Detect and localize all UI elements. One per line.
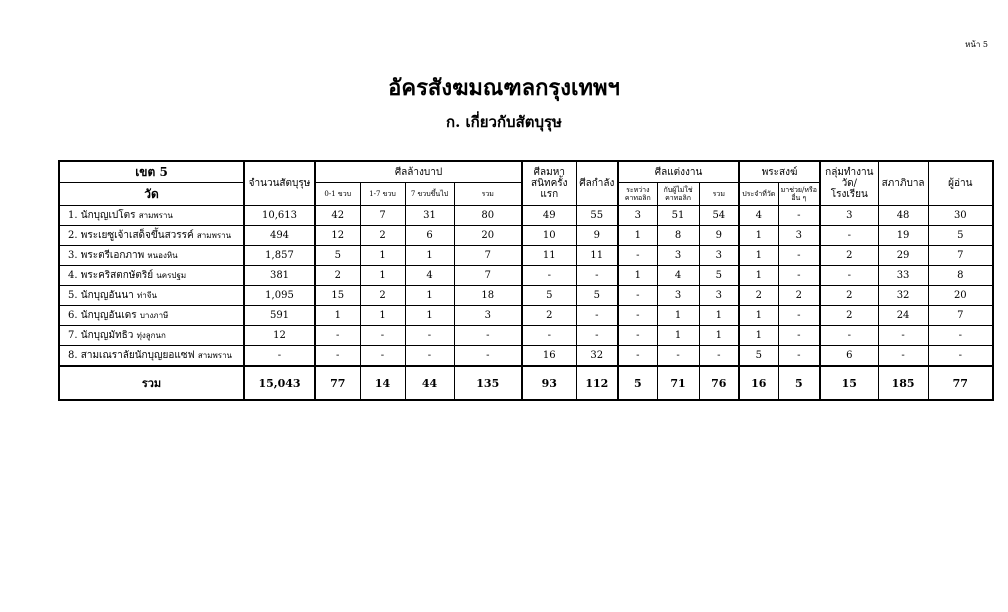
row-number: 4. (68, 270, 78, 281)
header-baptism: ศีลล้างบาป (315, 161, 522, 183)
population-cell: 1,095 (244, 286, 315, 306)
first-communion-cell: 49 (522, 206, 576, 226)
header-priests-assisting: มาช่วย/หรืออื่น ๆ (778, 183, 820, 206)
baptism-7plus-cell: 1 (405, 286, 454, 306)
total-council: 185 (878, 366, 928, 400)
activities-cell: 2 (820, 286, 878, 306)
table-row (59, 206, 993, 226)
page-subtitle: ก. เกี่ยวกับสัตบุรุษ (446, 113, 562, 131)
first-communion-cell: 11 (522, 246, 576, 266)
marriage-total-cell: 1 (699, 326, 739, 346)
baptism-total-cell: 20 (454, 226, 522, 246)
church-name: นักบุญเปโตร (80, 210, 136, 221)
marriage-total-cell: 3 (699, 246, 739, 266)
marriage-catholic-cell: - (618, 306, 657, 326)
baptism-1-7-cell: 2 (360, 286, 405, 306)
baptism-0-1-cell: 1 (315, 306, 360, 326)
header-activities: กลุ่มทำงาน วัด/โรงเรียน (820, 161, 878, 206)
header-marriage-catholic: ระหว่างคาทอลิก (618, 183, 657, 206)
priests-assisting-cell: - (778, 206, 820, 226)
row-number: 5. (68, 290, 78, 301)
priests-assisting-cell: 3 (778, 226, 820, 246)
baptism-1-7-cell: 1 (360, 306, 405, 326)
marriage-catholic-cell: - (618, 246, 657, 266)
header-marriage-mixed: กับผู้ไม่ใช่คาทอลิก (657, 183, 699, 206)
confirmation-cell: 5 (576, 286, 618, 306)
page-title: อัครสังฆมณฑลกรุงเทพฯ (388, 75, 620, 101)
header-baptism-7plus: 7 ขวบขึ้นไป (405, 183, 454, 206)
church-location: สามพราน (197, 351, 233, 360)
church-name-cell (59, 346, 244, 367)
marriage-mixed-cell: 51 (657, 206, 699, 226)
baptism-total-cell: 7 (454, 266, 522, 286)
baptism-7plus-cell: 1 (405, 246, 454, 266)
confirmation-cell: 11 (576, 246, 618, 266)
church-location: หนองหิน (147, 251, 178, 260)
total-marriage-mixed: 71 (657, 366, 699, 400)
council-cell: 29 (878, 246, 928, 266)
total-priests-resident: 16 (739, 366, 778, 400)
priests-resident-cell: 4 (739, 206, 778, 226)
readers-cell: 20 (928, 286, 993, 306)
church-location: สามพราน (196, 231, 232, 240)
confirmation-cell: 55 (576, 206, 618, 226)
baptism-7plus-cell: 31 (405, 206, 454, 226)
marriage-catholic-cell: 1 (618, 226, 657, 246)
row-number: 3. (68, 250, 78, 261)
priests-assisting-cell: - (778, 246, 820, 266)
baptism-1-7-cell: 7 (360, 206, 405, 226)
marriage-catholic-cell: 3 (618, 206, 657, 226)
readers-cell: 7 (928, 306, 993, 326)
confirmation-cell: 9 (576, 226, 618, 246)
baptism-7plus-cell: - (405, 326, 454, 346)
priests-resident-cell: 1 (739, 246, 778, 266)
church-name: พระเยซูเจ้าเสด็จขึ้นสวรรค์ (80, 230, 194, 241)
activities-cell: 3 (820, 206, 878, 226)
total-marriage-total: 76 (699, 366, 739, 400)
church-name-cell (59, 326, 244, 346)
total-first-communion: 93 (522, 366, 576, 400)
church-name-cell (59, 266, 244, 286)
baptism-1-7-cell: 1 (360, 266, 405, 286)
population-cell: 10,613 (244, 206, 315, 226)
baptism-1-7-cell: - (360, 326, 405, 346)
baptism-7plus-cell: 1 (405, 306, 454, 326)
council-cell: - (878, 346, 928, 367)
readers-cell: - (928, 326, 993, 346)
council-cell: 24 (878, 306, 928, 326)
total-baptism-7plus: 44 (405, 366, 454, 400)
population-cell: 494 (244, 226, 315, 246)
marriage-catholic-cell: 1 (618, 266, 657, 286)
priests-assisting-cell: - (778, 306, 820, 326)
first-communion-cell: 16 (522, 346, 576, 367)
church-name: นักบุญอันเดร (80, 310, 137, 321)
activities-cell: - (820, 266, 878, 286)
header-baptism-total: รวม (454, 183, 522, 206)
priests-assisting-cell: - (778, 266, 820, 286)
priests-resident-cell: 5 (739, 346, 778, 367)
first-communion-cell: 5 (522, 286, 576, 306)
header-wat: วัด (59, 183, 244, 206)
total-label: รวม (59, 366, 244, 400)
readers-cell: 8 (928, 266, 993, 286)
baptism-0-1-cell: 15 (315, 286, 360, 306)
first-communion-cell: - (522, 266, 576, 286)
activities-cell: - (820, 326, 878, 346)
baptism-0-1-cell: 12 (315, 226, 360, 246)
marriage-total-cell: 9 (699, 226, 739, 246)
readers-cell: 30 (928, 206, 993, 226)
row-number: 7. (68, 330, 78, 341)
baptism-0-1-cell: 2 (315, 266, 360, 286)
baptism-0-1-cell: - (315, 326, 360, 346)
header-council: สภาภิบาล (878, 161, 928, 206)
baptism-7plus-cell: - (405, 346, 454, 367)
first-communion-cell: - (522, 326, 576, 346)
baptism-0-1-cell: 42 (315, 206, 360, 226)
priests-resident-cell: 2 (739, 286, 778, 306)
church-name-cell (59, 226, 244, 246)
church-location: สามพราน (138, 211, 173, 220)
baptism-7plus-cell: 6 (405, 226, 454, 246)
marriage-catholic-cell: - (618, 326, 657, 346)
first-communion-cell: 2 (522, 306, 576, 326)
table-row (59, 286, 993, 306)
total-activities: 15 (820, 366, 878, 400)
population-cell: 381 (244, 266, 315, 286)
table-row (59, 326, 993, 346)
council-cell: - (878, 326, 928, 346)
marriage-mixed-cell: 1 (657, 306, 699, 326)
table-row (59, 246, 993, 266)
activities-cell: - (820, 226, 878, 246)
total-population: 15,043 (244, 366, 315, 400)
population-cell: 591 (244, 306, 315, 326)
readers-cell: 5 (928, 226, 993, 246)
activities-cell: 2 (820, 306, 878, 326)
marriage-total-cell: 1 (699, 306, 739, 326)
baptism-1-7-cell: 2 (360, 226, 405, 246)
council-cell: 32 (878, 286, 928, 306)
marriage-total-cell: 5 (699, 266, 739, 286)
statistics-table (58, 160, 994, 401)
marriage-catholic-cell: - (618, 346, 657, 367)
baptism-total-cell: - (454, 326, 522, 346)
marriage-mixed-cell: 1 (657, 326, 699, 346)
header-marriage-total: รวม (699, 183, 739, 206)
population-cell: - (244, 346, 315, 367)
page-number: หน้า 5 (965, 40, 988, 49)
total-confirmation: 112 (576, 366, 618, 400)
first-communion-cell: 10 (522, 226, 576, 246)
header-priests: พระสงฆ์ (739, 161, 820, 183)
total-baptism-0-1: 77 (315, 366, 360, 400)
church-name: พระคริสตกษัตริย์ (80, 270, 154, 281)
marriage-mixed-cell: 8 (657, 226, 699, 246)
activities-cell: 6 (820, 346, 878, 367)
table-row (59, 266, 993, 286)
population-cell: 1,857 (244, 246, 315, 266)
baptism-total-cell: 80 (454, 206, 522, 226)
marriage-catholic-cell: - (618, 286, 657, 306)
confirmation-cell: - (576, 266, 618, 286)
council-cell: 33 (878, 266, 928, 286)
church-name-cell (59, 286, 244, 306)
baptism-1-7-cell: - (360, 346, 405, 367)
church-name-cell (59, 246, 244, 266)
row-number: 2. (68, 230, 78, 241)
baptism-7plus-cell: 4 (405, 266, 454, 286)
header-baptism-1-7: 1-7 ขวบ (360, 183, 405, 206)
row-number: 1. (68, 210, 78, 221)
total-priests-assisting: 5 (778, 366, 820, 400)
church-location: ท่าจีน (136, 291, 157, 300)
marriage-mixed-cell: - (657, 346, 699, 367)
marriage-mixed-cell: 3 (657, 286, 699, 306)
total-readers: 77 (928, 366, 993, 400)
priests-assisting-cell: - (778, 326, 820, 346)
church-location: ทุ่งลูกนก (136, 331, 166, 340)
council-cell: 48 (878, 206, 928, 226)
header-priests-resident: ประจำที่วัด (739, 183, 778, 206)
baptism-0-1-cell: 5 (315, 246, 360, 266)
confirmation-cell: 32 (576, 346, 618, 367)
marriage-mixed-cell: 4 (657, 266, 699, 286)
priests-assisting-cell: 2 (778, 286, 820, 306)
row-number: 8. (68, 350, 78, 361)
confirmation-cell: - (576, 306, 618, 326)
baptism-total-cell: 18 (454, 286, 522, 306)
table-body (59, 206, 993, 367)
church-name: พระตรีเอกภาพ (80, 250, 145, 261)
baptism-total-cell: - (454, 346, 522, 367)
baptism-0-1-cell: - (315, 346, 360, 367)
priests-resident-cell: 1 (739, 326, 778, 346)
header-marriage: ศีลแต่งงาน (618, 161, 739, 183)
baptism-total-cell: 7 (454, 246, 522, 266)
church-name-cell (59, 206, 244, 226)
header-baptism-0-1: 0-1 ขวบ (315, 183, 360, 206)
activities-cell: 2 (820, 246, 878, 266)
total-baptism-1-7: 14 (360, 366, 405, 400)
total-baptism-total: 135 (454, 366, 522, 400)
header-readers: ผู้อ่าน (928, 161, 993, 206)
total-row (59, 366, 993, 400)
header-population: จำนวนสัตบุรุษ (244, 161, 315, 206)
readers-cell: - (928, 346, 993, 367)
church-name: สามเณราลัยนักบุญยอแซฟ (80, 350, 195, 361)
total-marriage-catholic: 5 (618, 366, 657, 400)
table-row (59, 346, 993, 367)
readers-cell: 7 (928, 246, 993, 266)
church-name-cell (59, 306, 244, 326)
church-name: นักบุญมัทธิว (80, 330, 134, 341)
church-location: นครปฐม (156, 271, 187, 280)
marriage-total-cell: 54 (699, 206, 739, 226)
priests-resident-cell: 1 (739, 306, 778, 326)
baptism-1-7-cell: 1 (360, 246, 405, 266)
church-location: บางภาษี (139, 311, 169, 320)
confirmation-cell: - (576, 326, 618, 346)
table-row (59, 306, 993, 326)
baptism-total-cell: 3 (454, 306, 522, 326)
marriage-total-cell: - (699, 346, 739, 367)
priests-resident-cell: 1 (739, 226, 778, 246)
header-confirmation: ศีลกำลัง (576, 161, 618, 206)
marriage-total-cell: 3 (699, 286, 739, 306)
priests-resident-cell: 1 (739, 266, 778, 286)
header-first-communion: ศีลมหาสนิทครั้งแรก (522, 161, 576, 206)
row-number: 6. (68, 310, 78, 321)
marriage-mixed-cell: 3 (657, 246, 699, 266)
table-row (59, 226, 993, 246)
header-zone: เขต 5 (59, 161, 244, 183)
population-cell: 12 (244, 326, 315, 346)
church-name: นักบุญอันนา (80, 290, 134, 301)
council-cell: 19 (878, 226, 928, 246)
priests-assisting-cell: - (778, 346, 820, 367)
